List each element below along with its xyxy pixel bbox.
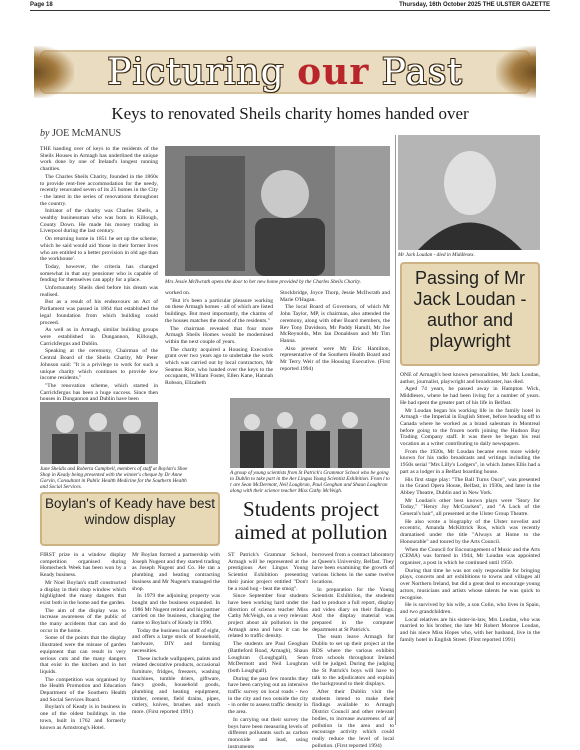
paragraph: The team leave Armagh for Dublin to set up their project at the RDS where the various exhibits from schools throughout Ireland will be judged. During the judging the St Patrick's boys will have to talk to the adjudicators and explain the background to their displays. — [312, 634, 394, 688]
paragraph: The Charles Sheils Charity, founded in the 1860s to provide rent-free accommodation for the needy, recently renovated seven of its 25 homes in the City - the latest in the series of renovations throughout the country. — [40, 173, 158, 207]
paragraph: Mr Boylan formed a partnership with Joseph Nugent and they started trading as Joseph Nugent and Co. He ran a plumbing and heating contracting business and Mr Nugent's managed the shop. — [132, 552, 220, 592]
paragraph: Initiator of the charity was Charles Sheils, a wealthy businessman who was born in Killough, County Down. He made his money trading in Liverpool during the last century. — [40, 208, 158, 235]
paragraph: Also present were Mr Eric Hamilton, representative of the Southern Health Board and Mr Terry Weir of the Housing Executive. (First reported 1994) — [280, 345, 390, 372]
paragraph: From the 1920s, Mr Loudan became even more widely known for his radio broadcasts and writings including the 1950s serial "Mrs Lilly's Lodgers", in which James Ellis had a part as a lodger in a Belfast boarding house. — [400, 448, 540, 475]
students-headline: Students project aimed at pollution — [234, 497, 388, 544]
paragraph: Mr Loudan's other best known plays were "Story for Today," "Henry Joy McCracken", and "A Lock of the General's hair", all presented at the Ulster Group Theatre. — [400, 497, 540, 518]
students-column-1 — [228, 552, 308, 750]
photo-students-group — [230, 398, 390, 468]
paragraph: Some of the points that the display illustrated were the misuse of garden equipment that can result in very serious cuts and the many dangers that exist in the kitchen and in hot liquids. — [40, 635, 126, 675]
paragraph: ONE of Armagh's best known personalities, Mr Jack Loudan, author, journalist, playwright and broadcaster, has died. — [400, 372, 540, 385]
paragraph: Aged 74 years, he passed away in Hampton Wick, Middlesex, where he had been living for a number of years. He had spent the greater part of his life in Belfast. — [400, 386, 540, 406]
paragraph: The chairman revealed that four more Armagh Sheils Homes would be modernised within the next couple of years. — [165, 325, 273, 345]
paragraph: In 1979 the adjoining property was bought and the business expanded. In 1986 Mr Nugent retired and his partner carried on the business, changing the name to Boylan's of Keady in 1990. — [132, 593, 220, 627]
paragraph: ST Patrick's Grammar School, Armagh will be represented at the prestigious Aer Lingus Young Scientist Exhibition presenting their junior project entitled "Don't be a road hog - beat the smog". — [228, 552, 308, 592]
lead-column-1 — [40, 146, 158, 403]
students-placeholder-icon — [230, 398, 390, 468]
page-number: Page 18 — [30, 2, 53, 8]
boylan-column-1 — [40, 552, 126, 731]
paragraph: Today, however, the criteria has changed somewhat in that any pensioner who is capable of fending for themselves can apply for a place. — [40, 263, 158, 284]
column-divider — [395, 135, 396, 725]
paragraph: He also wrote a biography of the Ulster novelist and eccentric, Amanda McKittrick Ros, which was recently dramatised under the title "Always at Home to the Honourable" and toured by the Arts Council. — [400, 518, 540, 545]
lead-headline: Keys to renovated Sheils charity homes handed over — [111, 104, 469, 123]
photo-jack-loudan — [398, 135, 540, 250]
loudan-column — [400, 372, 540, 722]
paragraph: Boylan's of Keady is in business in one of the oldest buildings in the town, built in 1762 and formerly known as Armstrong's Hotel. — [40, 704, 126, 731]
lead-byline: by JOE McMANUS — [40, 128, 122, 139]
masthead-title: Picturing our Past — [107, 51, 463, 93]
loudan-headline: Passing of Mr Jack Loudan - author and playwright — [413, 268, 527, 351]
paragraph: On returning home in 1851 he set up the scheme, which he said would aid 'those in their former lives who are entitled to a better provision in old age than the workhouse'. — [40, 236, 158, 263]
loudan-photo-caption: Mr Jack Loudan - died in Middlesex. — [398, 252, 475, 258]
paragraph: The charity acquired a Housing Executive grant over two years ago to undertake the work which was carried out by local contractors, Mr Seamus Rice, who handed over the keys to the occupants, William Foster, Ellen Kane, Hannah Robson, Elizabeth — [165, 346, 273, 387]
paragraph: THE handing over of keys to the residents of the Sheils Houses in Armagh has underlined the unique work done by one of Ireland's longest running charities. — [40, 146, 158, 173]
paragraph: After their Dublin visit the students intend to make their findings available to Armagh District Council and other relevant bodies, to increase awareness of air pollution in the area and to encourage activity which could really reduce the level of local pollution. (First reported 1994) — [312, 689, 394, 749]
paragraph: During the past few months they have been carrying out an intensive traffic survey on local roads - two in the city and two outside the city - in order to assess traffic density in the area. — [228, 675, 308, 716]
loudan-headline-banner — [400, 262, 540, 366]
paragraph: Local relatives are his sister-in-law, Mrs Loudan, who was married to his brother, the late Mr Robert Monroe Loudan, and his niece Miss Hopes who, with her husband, live in the family hotel in English Street. (First reported 1991) — [400, 616, 540, 643]
paragraph: In preparation for the Young Scientists Exhibition, the students had to produce a full report, display and video diary on their findings. And the display material was prepared in the computer department at St Patrick's. — [312, 586, 394, 633]
paragraph: During that time he was not only responsible for bringing plays, concerts and art exhibitions to towns and villages all over Northern Ireland, but did a great deal to encourage young actors, musicians and artists whose talents he was quick to recognise. — [400, 567, 540, 601]
students-photo-caption: A group of young scientists from St Patrick's Grammar School who be going to Dublin to take part in the Aer Lingus Young Scientist Exhibition. From l to r are Sean McDermott, Neil Loughran, Paul Geoghan and Shaun Loughran along with their science teacher Miss Cathy McVeigh. — [230, 470, 390, 494]
paragraph: Since September four students have been working hard under the direction of science teacher Miss Cathy McVeigh, on a very relevant project about air pollution in the Armagh area and how it can be related to traffic density. — [228, 593, 308, 640]
paragraph: borrowed from a contract laboratory at Queen's University, Belfast. They have been examining the growth of various lichens in the same twelve locations. — [312, 552, 394, 585]
paragraph: The students are Paul Geoghan (Battleford Road, Armagh), Shaun Loughran (Loughgall), Sean McDermott and Neil Loughran (both Loughgall). — [228, 641, 308, 674]
paragraph: As well as in Armagh, similar building groups were established in Dungannon, Killough, Carrickfergus and Dublin. — [40, 327, 158, 347]
portrait-placeholder-icon — [398, 135, 540, 250]
paragraph: The local Board of Governors, of which Mr John Taylor, MP, is chairman, also attended the ceremony, along with other Board members, the Rev Tony Davidson, Mr Paddy Hamill, Mr Joe McReynolds, Mrs Ian Donaldson and Mr Tim Hanna. — [280, 304, 390, 344]
photo-boylans-staff — [40, 402, 158, 464]
paragraph: In carrying out their survey the boys have been measuring levels of different pollutants such as carbon monoxide and lead, using instruments — [228, 716, 308, 750]
paragraph: His first stage play: "The Ball Turns Once", was presented in the Grand Opera House, Belfast, in 1930s, and later in the Abbey Theatre, Dublin and in New York. — [400, 476, 540, 496]
dateline: Thursday, 16th October 2025 THE ULSTER GAZETTE — [399, 2, 550, 8]
boylan-photo-caption: June Sheidis and Roberta Campbell, members of staff at Boylan's Shoe Shop in Keady being presented with the winner's cheque by Dr Anne Gorvin, Consultant in Public Health Medicine for the Southern Health and Social Services. — [40, 466, 188, 490]
paragraph: Speaking at the ceremony, Chairman of the Central Board of the Sheils Charity, Mr Peter Johnson said: "It is a privilege to work for such a unique charity which continues to provide low income residents." — [40, 348, 158, 382]
paragraph: These include wallpapers, paints and related decorative products, occasional furniture, fridges, freezers, washing machines, tumble driers, giftware, fancy goods, household goods, plumbing and heating equipment, timber, cement, field drains, pipes, cutlery, knives, brushes and much more. (First reported 1991) — [132, 655, 220, 716]
boylan-headline-banner — [40, 492, 220, 546]
paragraph: He is survived by his wife, a son Colin, who lives in Spain, and two grandchildren. — [400, 602, 540, 615]
paragraph: Stockbridge, Joyce Thorp, Jessie McIlwrath and Marie O'Hagan. — [280, 290, 390, 303]
paragraph: worked on. — [165, 290, 191, 296]
paragraph: "But it's been a particular pleasure working on these Armagh homes - all of which are listed buildings. But most importantly, the charms of the houses matches the mood of the residents." — [165, 297, 273, 324]
paragraph: "The renovation scheme, which started in Carrickfergus has been a huge success. Since then houses in Dungannon and Dublin have been — [40, 382, 158, 403]
paragraph: The aim of the display was to increase awareness of the public of the many accidents that can and do occur in the home. — [40, 607, 126, 634]
paragraph: Unfortunately Sheils died before his dream was realised. — [40, 285, 158, 298]
group-placeholder-icon — [40, 402, 158, 464]
header-rule — [30, 10, 550, 11]
paragraph: Today the business has staff of eight, and offers a large stock of household, hardware, DIY and farming necessities. — [132, 627, 220, 654]
masthead-banner — [40, 50, 530, 94]
students-column-2 — [312, 552, 394, 749]
photo-jessie-mcilwrath — [165, 146, 390, 276]
paragraph: But as a result of his endeavours an Act of Parliament was passed in 1864 that established the legal foundation from which building could proceed. — [40, 299, 158, 326]
paragraph: FIRST prize in a window display competition organised during Homecheck Week has been won by a Keady business. — [40, 552, 126, 579]
lead-photo-caption: Mrs Jessie McIlwrath opens the door to her new home provided by the Charles Sheils Charity. — [165, 279, 362, 285]
paragraph: Mr Noel Boylan's staff constructed a display in their shop window which highlighted the many dangers that exist both in the home and the garden. — [40, 579, 126, 606]
boylan-headline: Boylan's of Keady have best window display — [45, 496, 215, 527]
lead-column-2 — [165, 290, 273, 390]
paragraph: When the Council for Encouragement of Music and the Arts (CEMA) was formed in 1944, Mr Loudan was appointed organiser, a post in which he continued until 1950. — [400, 546, 540, 566]
lead-column-3 — [280, 290, 390, 390]
photo-placeholder-icon — [165, 146, 390, 276]
boylan-column-2 — [132, 552, 220, 722]
paragraph: Mr Loudan began his working life in the family hotel in Armagh - the Imperial in English Street, before heading off to Canada where he worked as a brand salesman in Montreal before going to the frozen north joining the Hudson Bay Trading Company staff. It was there he began his real vocation as a writer contributing to daily newspapers. — [400, 407, 540, 448]
paragraph: The competition was organised by the Health Promotion and Education Department of the Southern Health and Social Services Board. — [40, 676, 126, 703]
